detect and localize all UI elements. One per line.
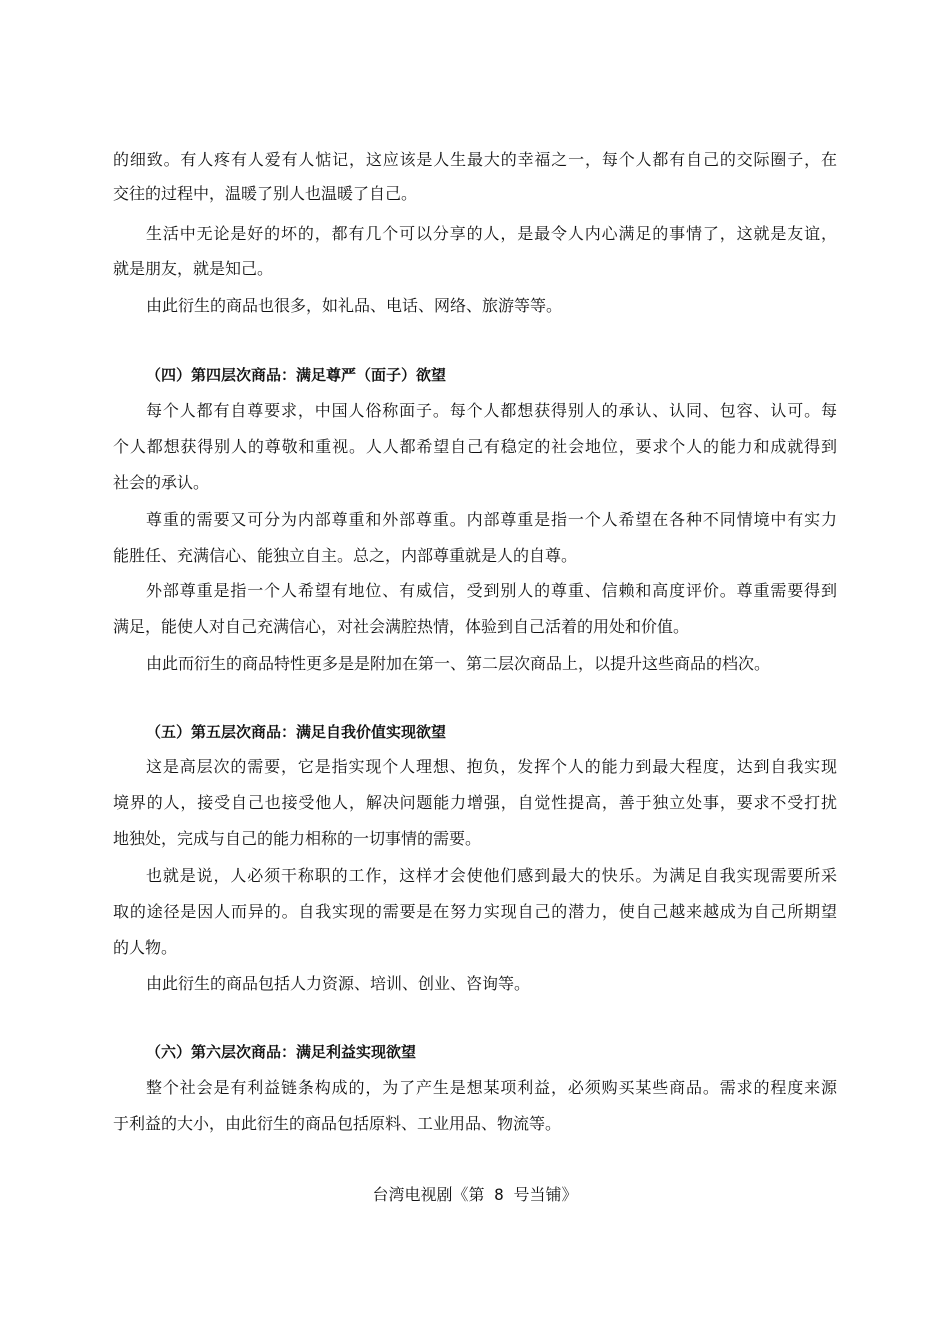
paragraph-line: 整个社会是有利益链条构成的，为了产生是想某项利益，必须购买某些商品。需求的程度来源 [146, 1078, 837, 1097]
paragraph-line: 的人物。 [113, 938, 178, 957]
paragraph-line: 个人都想获得别人的尊敬和重视。人人都希望自己有稳定的社会地位，要求个人的能力和成就得到 [113, 437, 837, 456]
paragraph-line: 交往的过程中，温暖了别人也温暖了自己。 [113, 184, 418, 203]
paragraph-line: 于利益的大小，由此衍生的商品包括原料、工业用品、物流等。 [113, 1114, 562, 1133]
paragraph-line: 外部尊重是指一个人希望有地位、有威信，受到别人的尊重、信赖和高度评价。尊重需要得到 [146, 581, 837, 600]
paragraph-line: 的细致。有人疼有人爱有人惦记，这应该是人生最大的幸福之一，每个人都有自己的交际圈子，在 [113, 150, 837, 169]
paragraph-line: 境界的人，接受自己也接受他人，解决问题能力增强，自觉性提高，善于独立处事，要求不受打扰 [113, 793, 837, 812]
paragraph-line: 由此而衍生的商品特性更多是是附加在第一、第二层次商品上，以提升这些商品的档次。 [146, 654, 771, 673]
paragraph-line: 取的途径是因人而异的。自我实现的需要是在努力实现自己的潜力，使自己越来越成为自己所期望 [113, 902, 837, 921]
paragraph-line: 地独处，完成与自己的能力相称的一切事情的需要。 [113, 829, 482, 848]
section-heading-5: （五）第五层次商品：满足自我价值实现欲望 [146, 723, 447, 741]
paragraph-line: 就是朋友，就是知己。 [113, 259, 274, 278]
footer-caption: 台湾电视剧《第 8 号当铺》 [372, 1185, 578, 1204]
paragraph-line: 社会的承认。 [113, 473, 210, 492]
paragraph-line: 尊重的需要又可分为内部尊重和外部尊重。内部尊重是指一个人希望在各种不同情境中有实力 [146, 510, 837, 529]
paragraph-line: 满足，能使人对自己充满信心，对社会满腔热情，体验到自己活着的用处和价值。 [113, 617, 690, 636]
section-heading-4: （四）第四层次商品：满足尊严（面子）欲望 [146, 366, 447, 384]
paragraph-line: 由此衍生的商品包括人力资源、培训、创业、咨询等。 [146, 974, 531, 993]
paragraph-line: 也就是说，人必须干称职的工作，这样才会使他们感到最大的快乐。为满足自我实现需要所采 [146, 866, 837, 885]
paragraph-line: 能胜任、充满信心、能独立自主。总之，内部尊重就是人的自尊。 [113, 546, 578, 565]
section-heading-6: （六）第六层次商品：满足利益实现欲望 [146, 1043, 417, 1061]
paragraph-line: 生活中无论是好的坏的，都有几个可以分享的人，是最令人内心满足的事情了，这就是友谊， [146, 224, 837, 243]
paragraph-line: 由此衍生的商品也很多，如礼品、电话、网络、旅游等等。 [146, 296, 563, 315]
paragraph-line: 这是高层次的需要，它是指实现个人理想、抱负，发挥个人的能力到最大程度，达到自我实现 [146, 757, 837, 776]
paragraph-line: 每个人都有自尊要求，中国人俗称面子。每个人都想获得别人的承认、认同、包容、认可。每 [146, 401, 837, 420]
